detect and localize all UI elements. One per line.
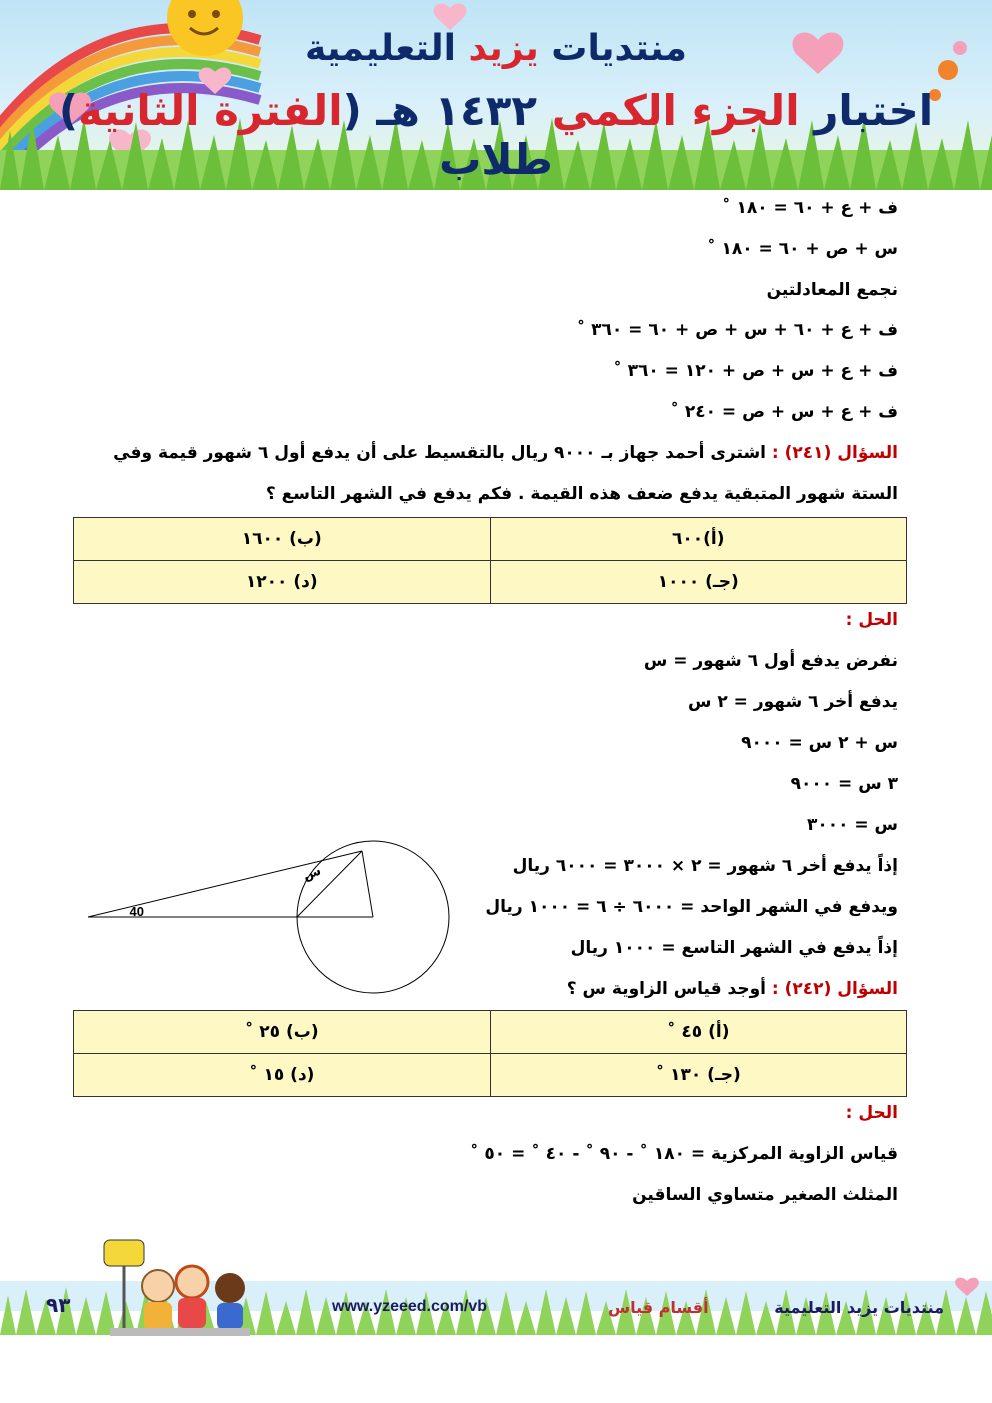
footer-url[interactable]: www.yzeeed.com/vb <box>332 1298 488 1315</box>
child-face-icon <box>176 1266 208 1298</box>
exam-title-part: ١٤٣٢ هـ ( <box>342 86 538 135</box>
solution-line: قياس الزاوية المركزية = ١٨٠ ˚ - ٩٠ ˚ - ٤٠ ˚ = ٥٠ ˚ <box>469 1144 898 1164</box>
options-table-241 <box>73 517 907 604</box>
question-text: اشترى أحمد جهاز بـ ٩٠٠٠ ريال بالتقسيط على أن يدفع أول ٦ شهور قيمة وفي <box>113 443 766 463</box>
option-c[interactable]: (جـ) ١٠٠٠ <box>490 561 907 604</box>
solution-line: س = ٣٠٠٠ <box>806 815 898 835</box>
option-d[interactable]: (د) ١٥ ˚ <box>74 1054 491 1097</box>
footer-section: أقسام قياس <box>608 1298 709 1317</box>
option-c[interactable]: (جـ) ١٣٠ ˚ <box>490 1054 907 1097</box>
option-b[interactable]: (ب) ٢٥ ˚ <box>74 1011 491 1054</box>
solution-line: يدفع أخر ٦ شهور = ٢ س <box>687 692 898 712</box>
solution-line: س + ٢ س = ٩٠٠٠ <box>741 733 898 753</box>
solution-label: الحل : <box>845 1103 898 1123</box>
question-label: السؤال (٢٤١) : <box>771 443 898 463</box>
child-body-icon <box>144 1302 172 1330</box>
option-a[interactable]: (أ)٦٠٠ <box>490 518 907 561</box>
exam-title-accent: الفترة الثانية <box>78 86 343 135</box>
question-text: الستة شهور المتبقية يدفع ضعف هذه القيمة . فكم يدفع في الشهر التاسع ؟ <box>265 484 898 504</box>
site-title-accent: يزيد <box>468 28 539 69</box>
text-line: نجمع المعادلتين <box>766 280 898 300</box>
site-title-part: منتديات <box>551 28 687 69</box>
radius-line <box>362 851 373 917</box>
footer-site-name: منتديات يزيد التعليمية <box>774 1298 944 1317</box>
options-table-242 <box>73 1010 907 1097</box>
solution-line: ٣ س = ٩٠٠٠ <box>790 774 898 794</box>
equation-line: ف + ع + س + ص + ١٢٠ = ٣٦٠ ˚ <box>613 361 898 381</box>
solution-line: إذاً يدفع أخر ٦ شهور = ٢ × ٣٠٠٠ = ٦٠٠٠ ريال <box>512 856 898 876</box>
option-d[interactable]: (د) ١٢٠٠ <box>74 561 491 604</box>
geometry-figure <box>80 840 460 1000</box>
option-a[interactable]: (أ) ٤٥ ˚ <box>490 1011 907 1054</box>
x-angle-label: س <box>301 863 324 884</box>
page-header <box>0 0 992 190</box>
child-face-icon <box>142 1270 174 1302</box>
page-number: ٩٣ <box>46 1293 71 1317</box>
question-242 <box>567 979 898 999</box>
exam-title-part: ) طلاب <box>58 86 553 184</box>
exam-title-accent: الجزء الكمي <box>551 86 800 135</box>
solution-label: الحل : <box>845 610 898 630</box>
bus-sign-icon <box>104 1240 144 1266</box>
solution-line: إذاً يدفع في الشهر التاسع = ١٠٠٠ ريال <box>570 938 898 958</box>
exam-title <box>0 86 992 184</box>
equation-line: س + ص + ٦٠ = ١٨٠ ˚ <box>707 239 898 259</box>
question-241 <box>113 443 898 463</box>
kids-illustration <box>100 1238 260 1338</box>
question-label: السؤال (٢٤٢) : <box>771 979 898 999</box>
solution-line: المثلث الصغير متساوي الساقين <box>632 1185 898 1205</box>
angle-label: 40 <box>129 904 144 919</box>
child-body-icon <box>178 1298 206 1328</box>
equation-line: ف + ع + س + ص = ٢٤٠ ˚ <box>670 402 898 422</box>
exam-title-part: اختبار <box>814 86 934 135</box>
heart-icon <box>434 3 467 30</box>
site-title-part: التعليمية <box>305 28 456 69</box>
site-title <box>0 28 992 69</box>
option-b[interactable]: (ب) ١٦٠٠ <box>74 518 491 561</box>
solution-line: ويدفع في الشهر الواحد = ٦٠٠٠ ÷ ٦ = ١٠٠٠ ريال <box>485 897 898 917</box>
child-face-icon <box>215 1273 245 1303</box>
solution-line: نفرض يدفع أول ٦ شهور = س <box>643 651 898 671</box>
question-text: أوجد قياس الزاوية س ؟ <box>566 979 766 999</box>
chord-line <box>297 851 362 917</box>
child-body-icon <box>217 1303 243 1329</box>
equation-line: ف + ع + ٦٠ = ١٨٠ ˚ <box>722 198 898 218</box>
equation-line: ف + ع + ٦٠ + س + ص + ٦٠ = ٣٦٠ ˚ <box>576 320 898 340</box>
